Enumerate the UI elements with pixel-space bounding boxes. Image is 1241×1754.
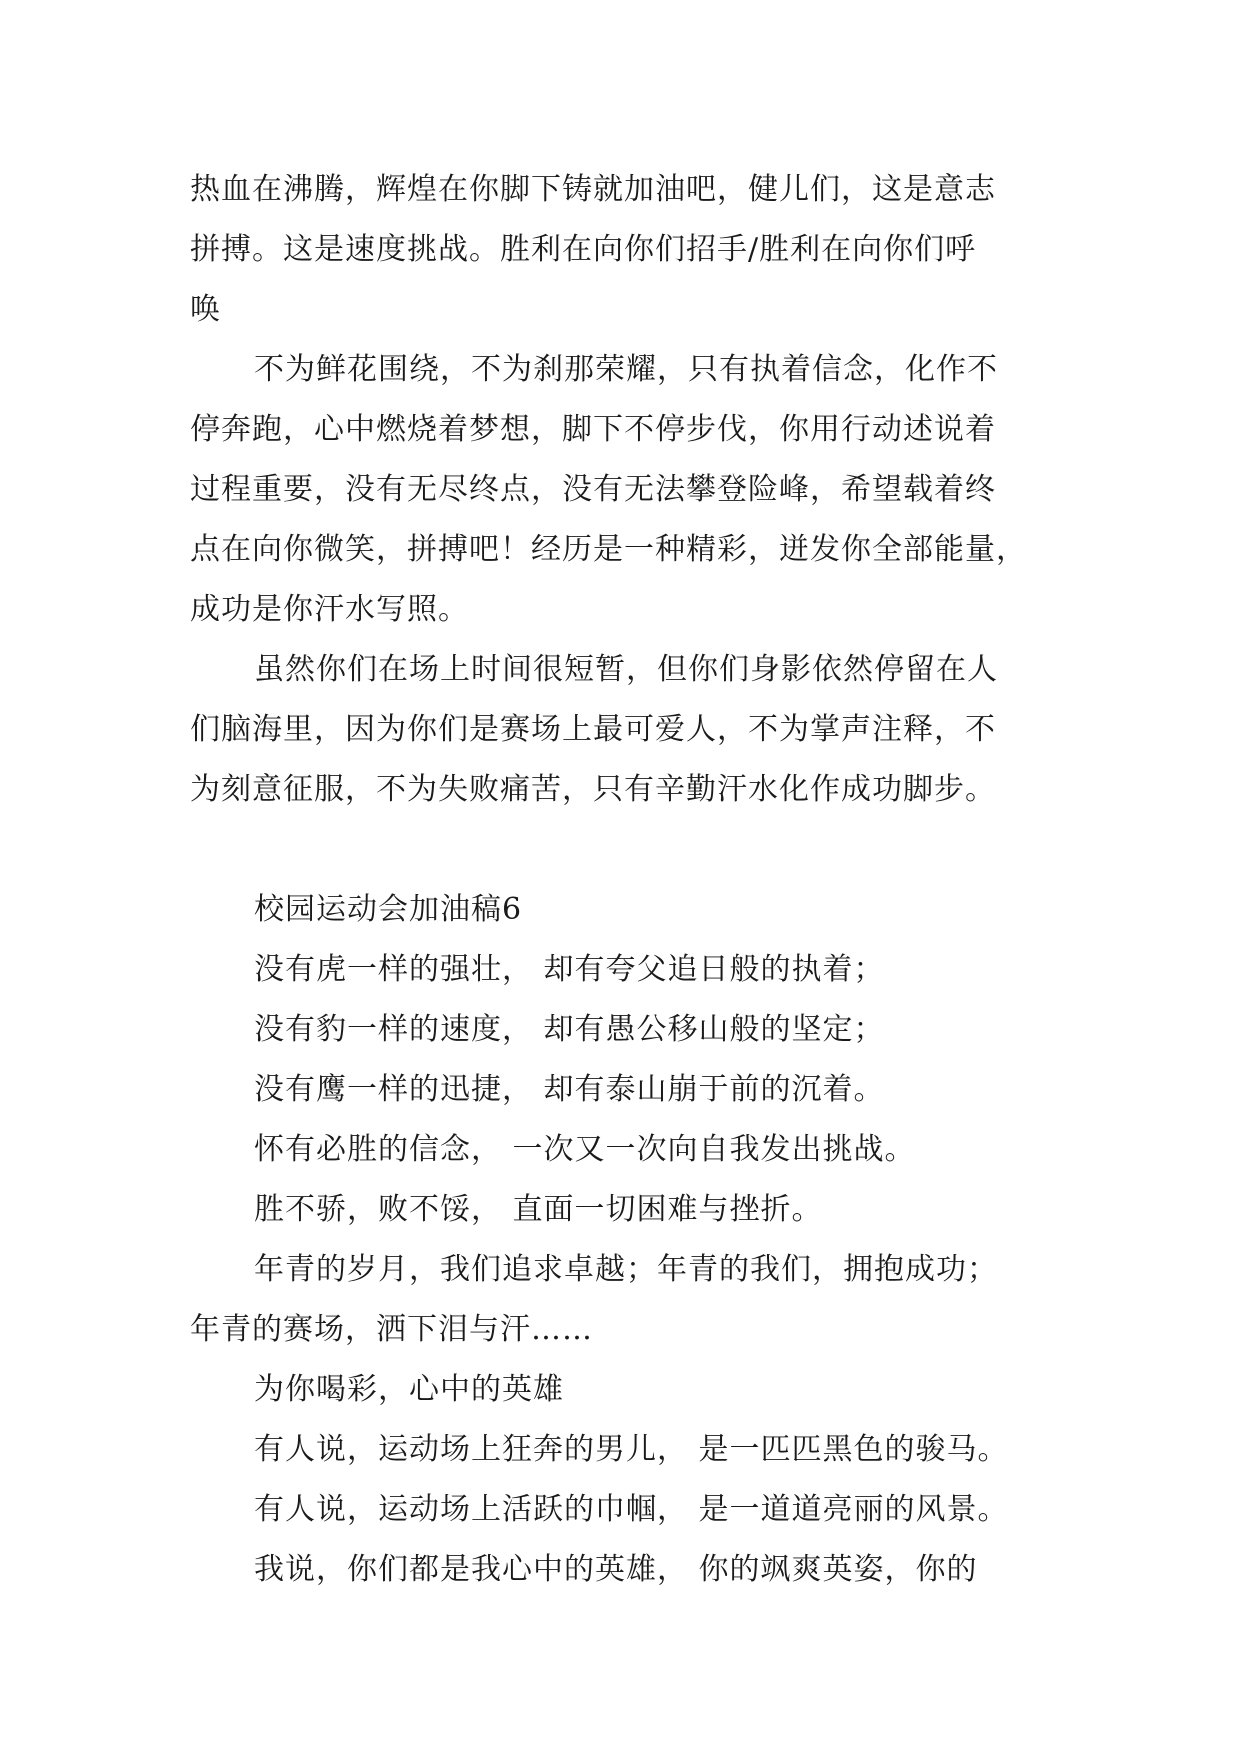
paragraph-2 — [190, 340, 1070, 640]
paragraph-line: 过程重要，没有无尽终点，没有无法攀登险峰，希望载着终 — [190, 472, 996, 507]
document-page — [190, 160, 1070, 1600]
paragraph-line: 们脑海里，因为你们是赛场上最可爱人，不为掌声注释，不 — [190, 712, 996, 747]
paragraph-line: 停奔跑，心中燃烧着梦想，脚下不停步伐，你用行动述说着 — [190, 412, 996, 447]
poem-block — [190, 940, 1070, 1240]
paragraph-line: 热血在沸腾，辉煌在你脚下铸就加油吧，健儿们，这是意志 — [190, 172, 996, 207]
paragraph-1 — [190, 160, 1070, 340]
poem-line: 没有豹一样的速度， 却有愚公移山般的坚定； — [254, 1012, 885, 1047]
blank-line — [190, 820, 1070, 880]
poem-line: 怀有必胜的信念， 一次又一次向自我发出挑战。 — [254, 1132, 916, 1167]
paragraph-line: 点在向你微笑，拼搏吧！经历是一种精彩，迸发你全部能量， — [190, 532, 1027, 567]
paragraph-line: 为刻意征服，不为失败痛苦，只有辛勤汗水化作成功脚步。 — [190, 772, 996, 807]
hero-block — [190, 1420, 1070, 1600]
paragraph-line: 虽然你们在场上时间很短暂，但你们身影依然停留在人 — [254, 652, 998, 687]
paragraph-line: 拼搏。这是速度挑战。胜利在向你们招手/胜利在向你们呼 — [190, 232, 977, 267]
paragraph-3 — [190, 640, 1070, 820]
poem-line: 胜不骄，败不馁， 直面一切困难与挫折。 — [254, 1192, 823, 1227]
paragraph-line: 成功是你汗水写照。 — [190, 592, 469, 627]
youth-paragraph — [190, 1240, 1070, 1360]
hero-line: 有人说，运动场上狂奔的男儿， 是一匹匹黑色的骏马。 — [254, 1432, 1009, 1467]
paragraph-line: 唤 — [190, 292, 221, 327]
paragraph-line: 不为鲜花围绕，不为刹那荣耀，只有执着信念，化作不 — [254, 352, 998, 387]
section-title: 校园运动会加油稿6 — [254, 892, 523, 927]
hero-line: 我说，你们都是我心中的英雄， 你的飒爽英姿，你的 — [254, 1552, 978, 1587]
hero-title: 为你喝彩，心中的英雄 — [254, 1372, 564, 1407]
paragraph-line: 年青的岁月，我们追求卓越；年青的我们，拥抱成功； — [254, 1252, 998, 1287]
hero-line: 有人说，运动场上活跃的巾帼， 是一道道亮丽的风景。 — [254, 1492, 1009, 1527]
poem-line: 没有鹰一样的迅捷， 却有泰山崩于前的沉着。 — [254, 1072, 885, 1107]
paragraph-line: 年青的赛场，洒下泪与汗…… — [190, 1312, 593, 1347]
poem-line: 没有虎一样的强壮， 却有夸父追日般的执着； — [254, 952, 885, 987]
